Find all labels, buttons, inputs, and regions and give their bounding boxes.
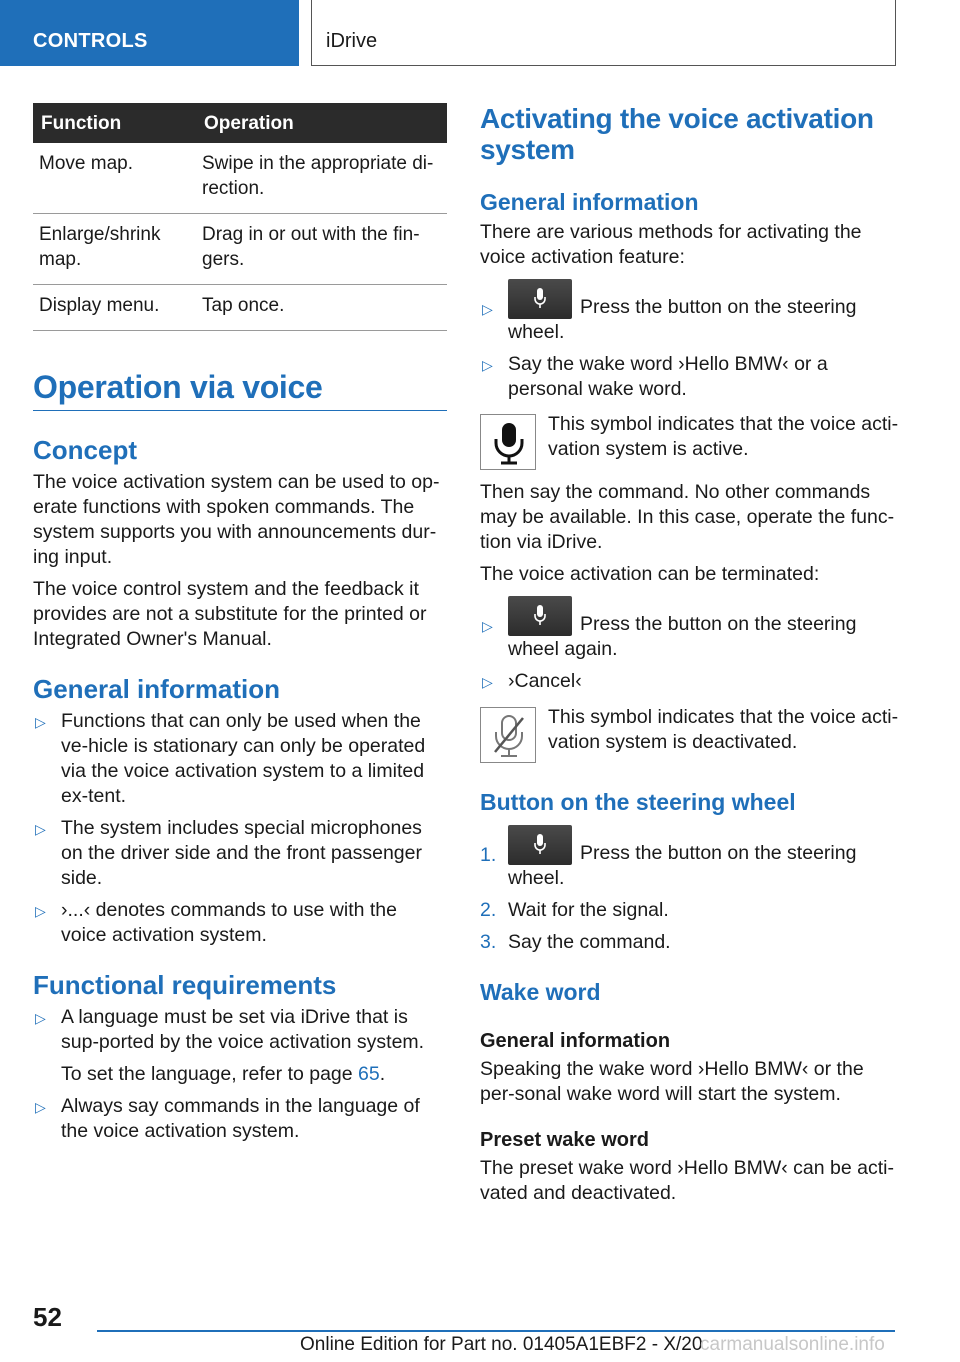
table-cell: Drag in or out with the fin-gers.	[196, 214, 447, 285]
table-header-cell: Function	[33, 103, 196, 143]
body-paragraph: Then say the command. No other commands may be available. In this case, operate the func-tion via iDrive.	[480, 481, 895, 553]
triangle-right-icon: ▷	[35, 903, 46, 919]
list-item: 2. Wait for the signal.	[480, 899, 669, 921]
concept-paragraph: The voice control system and the feedback it provides are not a substitute for the printed or Integrated Owner's Manual.	[33, 578, 427, 650]
triangle-right-icon: ▷	[35, 1010, 46, 1026]
table-row	[33, 143, 447, 214]
triangle-right-icon: ▷	[482, 301, 493, 317]
step-number: 3.	[480, 931, 497, 953]
watermark: carmanualsonline.info	[700, 1334, 885, 1355]
list-item: ▷ The system includes special microphones on the driver side and the front passenger side.	[35, 817, 422, 889]
list-item: 1. Press the button on the steering wheel.	[480, 825, 900, 891]
microphone-off-icon	[491, 714, 527, 758]
triangle-right-icon: ▷	[35, 821, 46, 837]
steering-wheel-voice-button-image	[508, 825, 572, 865]
right-column	[480, 103, 900, 1206]
step-number: 2.	[480, 899, 497, 921]
steering-wheel-voice-button-image	[508, 596, 572, 636]
microphone-icon	[532, 833, 548, 857]
step-number: 1.	[480, 844, 497, 866]
requirements-heading: Functional requirements	[33, 970, 337, 1000]
symbol-note-active	[480, 412, 900, 470]
chapter-title: iDrive	[326, 30, 378, 52]
triangle-right-icon: ▷	[35, 714, 46, 730]
list-item: ▷ Press the button on the steering wheel again.	[480, 596, 900, 662]
voice-deactivated-symbol	[480, 707, 536, 763]
triangle-right-icon: ▷	[482, 618, 493, 634]
table-cell: Display menu.	[33, 285, 196, 331]
concept-paragraph: The voice activation system can be used to op-erate functions with spoken commands. The system supports you with announcements dur-ing input.	[33, 471, 440, 568]
steering-wheel-voice-button-image	[508, 279, 572, 319]
wake-word-heading: Wake word	[480, 979, 601, 1005]
triangle-right-icon: ▷	[482, 674, 493, 690]
general-info-heading: General information	[480, 189, 699, 215]
symbol-description: This symbol indicates that the voice acti-vation system is active.	[548, 413, 899, 460]
table-header-row	[33, 103, 447, 143]
table-cell: Move map.	[33, 143, 196, 214]
list-item: ▷ A language must be set via iDrive that is sup-ported by the voice activation system. To set the language, refer to page 65.	[33, 1005, 447, 1087]
table-row	[33, 285, 447, 331]
concept-heading: Concept	[33, 435, 137, 465]
list-item: ▷ Functions that can only be used when the ve-hicle is stationary can only be operated via the voice activation system to a limited ex-tent.	[35, 710, 426, 807]
table-cell: Enlarge/shrink map.	[33, 214, 196, 285]
section-title: CONTROLS	[33, 30, 148, 52]
table-header-cell: Operation	[196, 103, 447, 143]
left-column	[33, 103, 447, 1144]
list-item: ▷ Always say commands in the language of the voice activation system.	[35, 1095, 420, 1142]
chapter-tab	[311, 0, 896, 66]
symbol-note-deactivated	[480, 705, 900, 763]
microphone-icon	[491, 421, 527, 465]
microphone-icon	[532, 604, 548, 628]
table-row	[33, 214, 447, 285]
section-heading: Operation via voice	[33, 369, 447, 411]
page-reference: To set the language, refer to page 65.	[61, 1063, 386, 1085]
list-item: ▷ Say the wake word ›Hello BMW‹ or a personal wake word.	[482, 353, 828, 400]
list-item: ▷ Press the button on the steering wheel.	[480, 279, 900, 345]
table-cell: Swipe in the appropriate di-rection.	[196, 143, 447, 214]
body-paragraph: Speaking the wake word ›Hello BMW‹ or the per-sonal wake word will start the system.	[480, 1058, 864, 1105]
list-item: ▷ ›Cancel‹	[480, 669, 900, 695]
table-cell: Tap once.	[196, 285, 447, 331]
list-item: ▷ ›...‹ denotes commands to use with the voice activation system.	[35, 899, 397, 946]
general-info-heading: General information	[33, 674, 281, 704]
body-paragraph: The voice activation can be terminated:	[480, 563, 820, 585]
intro-paragraph: There are various methods for activating the voice activation feature:	[480, 221, 862, 268]
subheading: General information	[480, 1030, 671, 1052]
triangle-right-icon: ▷	[35, 1099, 46, 1115]
section-heading: Activating the voice activation system	[480, 103, 874, 165]
page-link[interactable]: 65	[358, 1063, 380, 1085]
voice-active-symbol	[480, 414, 536, 470]
triangle-right-icon: ▷	[482, 357, 493, 373]
section-tab	[0, 0, 299, 66]
footer-edition: Online Edition for Part no. 01405A1EBF2 - X/20	[300, 1334, 703, 1355]
microphone-icon	[532, 287, 548, 311]
symbol-description: This symbol indicates that the voice acti-vation system is deactivated.	[548, 706, 899, 753]
body-paragraph: The preset wake word ›Hello BMW‹ can be acti-vated and deactivated.	[480, 1157, 894, 1204]
page-number: 52	[33, 1302, 62, 1332]
button-heading: Button on the steering wheel	[480, 789, 796, 815]
gesture-table	[33, 103, 447, 331]
list-item: 3. Say the command.	[480, 931, 671, 953]
footer-divider	[97, 1330, 895, 1332]
subheading: Preset wake word	[480, 1129, 649, 1151]
